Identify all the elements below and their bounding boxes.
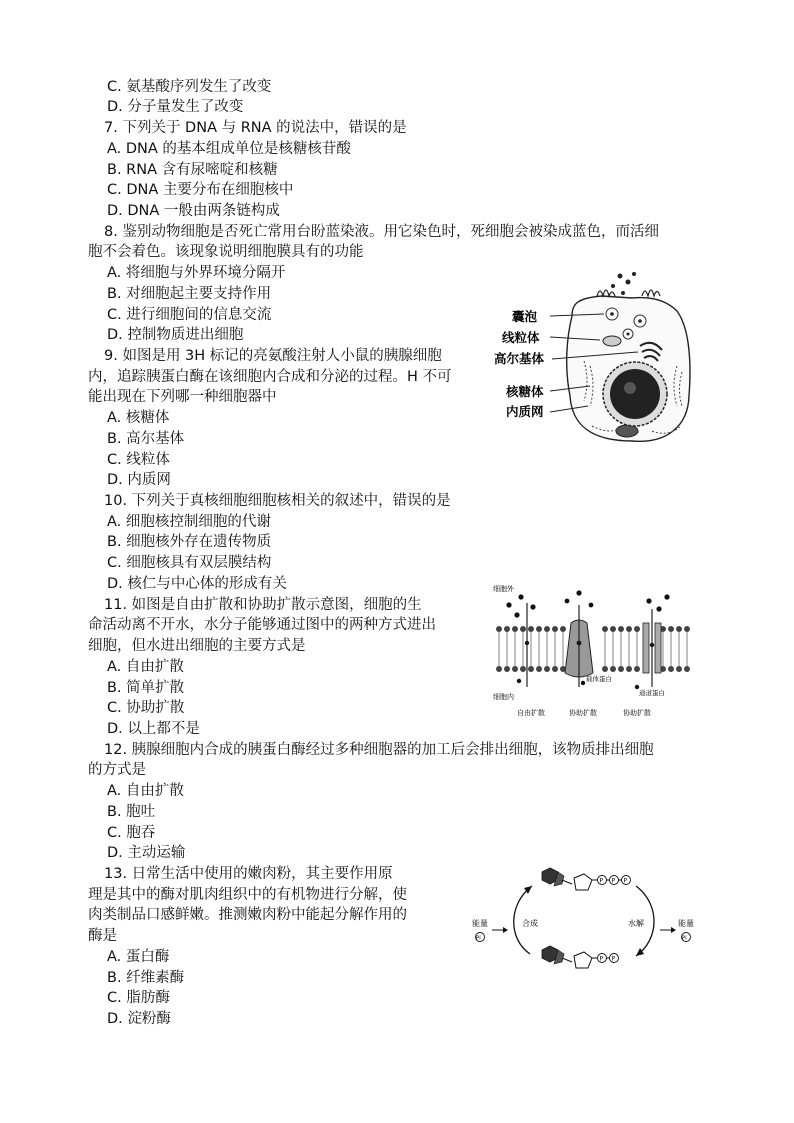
label-golgi: 高尔基体	[494, 351, 545, 366]
q9-option-b: B. 高尔基体	[107, 431, 185, 447]
q10-option-a: A. 细胞核控制细胞的代谢	[107, 514, 271, 530]
q9-option-d: D. 内质网	[107, 472, 171, 488]
label-assisted-diffusion-1: 协助扩散	[569, 709, 597, 717]
q8-option-b: B. 对细胞起主要支持作用	[107, 286, 272, 302]
q7-stem: 7. 下列关于 DNA 与 RNA 的说法中，错误的是	[104, 120, 407, 136]
q10-option-b: B. 细胞核外存在遗传物质	[107, 534, 272, 550]
pi-left: Pi	[476, 935, 481, 942]
label-assisted-diffusion-2: 协助扩散	[623, 709, 651, 717]
q11-option-b: B. 简单扩散	[107, 680, 185, 696]
q10-stem: 10. 下列关于真核细胞细胞核相关的叙述中，错误的是	[104, 493, 451, 509]
label-ribosome: 核糖体	[506, 384, 544, 399]
q11-stem-cont: 命活动离不开水，水分子能够通过图中的两种方式进出	[88, 617, 436, 633]
q12-stem-cont: 的方式是	[88, 762, 146, 778]
q8-option-d: D. 控制物质进出细胞	[107, 327, 244, 343]
q9-stem: 9. 如图是用 3H 标记的亮氨酸注射人小鼠的胰腺细胞	[104, 348, 442, 364]
adp-p1: P	[599, 955, 604, 963]
label-mitochondrion: 线粒体	[502, 330, 540, 345]
q11-option-d: D. 以上都不是	[107, 721, 200, 737]
q12-option-d: D. 主动运输	[107, 845, 186, 861]
q7-option-c: C. DNA 主要分布在细胞核中	[107, 182, 294, 198]
q11-stem-cont2: 细胞，但水进出细胞的主要方式是	[88, 638, 306, 654]
q7-option-a: A. DNA 的基本组成单位是核糖核苷酸	[107, 141, 351, 157]
q9-option-c: C. 线粒体	[107, 452, 170, 468]
diffusion-diagram	[487, 583, 692, 721]
cell-diagram	[492, 266, 702, 458]
q6-option-d: D. 分子量发生了改变	[107, 99, 244, 115]
q13-stem-cont: 理是其中的酶对肌肉组织中的有机物进行分解，使	[88, 887, 407, 903]
label-er: 内质网	[506, 404, 544, 419]
atp-cycle-diagram	[470, 864, 704, 982]
q13-stem: 13. 日常生活中使用的嫩肉粉，其主要作用原	[104, 866, 393, 882]
label-energy-left: 能量	[472, 919, 488, 928]
q9-option-a: A. 核糖体	[107, 410, 170, 426]
q10-option-c: C. 细胞核具有双层膜结构	[107, 555, 272, 571]
q11-option-c: C. 协助扩散	[107, 700, 185, 716]
label-synthesis: 合成	[522, 919, 538, 928]
atp-p1: P	[599, 877, 604, 885]
q7-option-b: B. RNA 含有尿嘧啶和核糖	[107, 162, 278, 178]
atp-p2: P	[611, 877, 616, 885]
q9-stem-cont2: 能出现在下列哪一种细胞器中	[88, 389, 277, 405]
label-carrier: 载体蛋白	[586, 675, 612, 683]
q10-option-d: D. 核仁与中心体的形成有关	[107, 576, 287, 592]
q8-stem: 8. 鉴别动物细胞是否死亡常用台盼蓝染液。用它染色时，死细胞会被染成蓝色，而活细	[104, 224, 659, 240]
q13-option-d: D. 淀粉酶	[107, 1011, 171, 1027]
q6-option-c: C. 氨基酸序列发生了改变	[107, 79, 272, 95]
q8-option-c: C. 进行细胞间的信息交流	[107, 307, 272, 323]
label-vesicle: 囊泡	[512, 309, 538, 324]
pi-right: Pi	[682, 935, 687, 942]
label-channel: 通道蛋白	[639, 689, 665, 697]
q13-stem-cont2: 肉类制品口感鲜嫩。推测嫩肉粉中能起分解作用的	[88, 907, 407, 923]
q12-option-a: A. 自由扩散	[107, 783, 184, 799]
adp-p2: P	[611, 955, 616, 963]
q8-option-a: A. 将细胞与外界环境分隔开	[107, 265, 286, 281]
label-outside: 细胞外	[493, 585, 514, 593]
q9-stem-cont: 内，追踪胰蛋白酶在该细胞内合成和分泌的过程。H 不可	[88, 369, 452, 385]
label-free-diffusion: 自由扩散	[517, 709, 545, 717]
q13-option-b: B. 纤维素酶	[107, 970, 185, 986]
atp-p3: P	[623, 877, 628, 885]
q12-option-c: C. 胞吞	[107, 825, 156, 841]
q12-stem: 12. 胰腺细胞内合成的胰蛋白酶经过多种细胞器的加工后会排出细胞，该物质排出细胞	[104, 742, 654, 758]
label-energy-right: 能量	[678, 919, 694, 928]
q8-stem-cont: 胞不会着色。该现象说明细胞膜具有的功能	[88, 244, 364, 260]
q7-option-d: D. DNA 一般由两条链构成	[107, 203, 280, 219]
q12-option-b: B. 胞吐	[107, 804, 156, 820]
q13-stem-cont3: 酶是	[88, 928, 117, 944]
q13-option-a: A. 蛋白酶	[107, 949, 170, 965]
label-inside: 细胞内	[493, 693, 514, 701]
q11-option-a: A. 自由扩散	[107, 659, 184, 675]
label-hydrolysis: 水解	[628, 919, 644, 928]
q11-stem: 11. 如图是自由扩散和协助扩散示意图，细胞的生	[104, 597, 422, 613]
q13-option-c: C. 脂肪酶	[107, 990, 170, 1006]
